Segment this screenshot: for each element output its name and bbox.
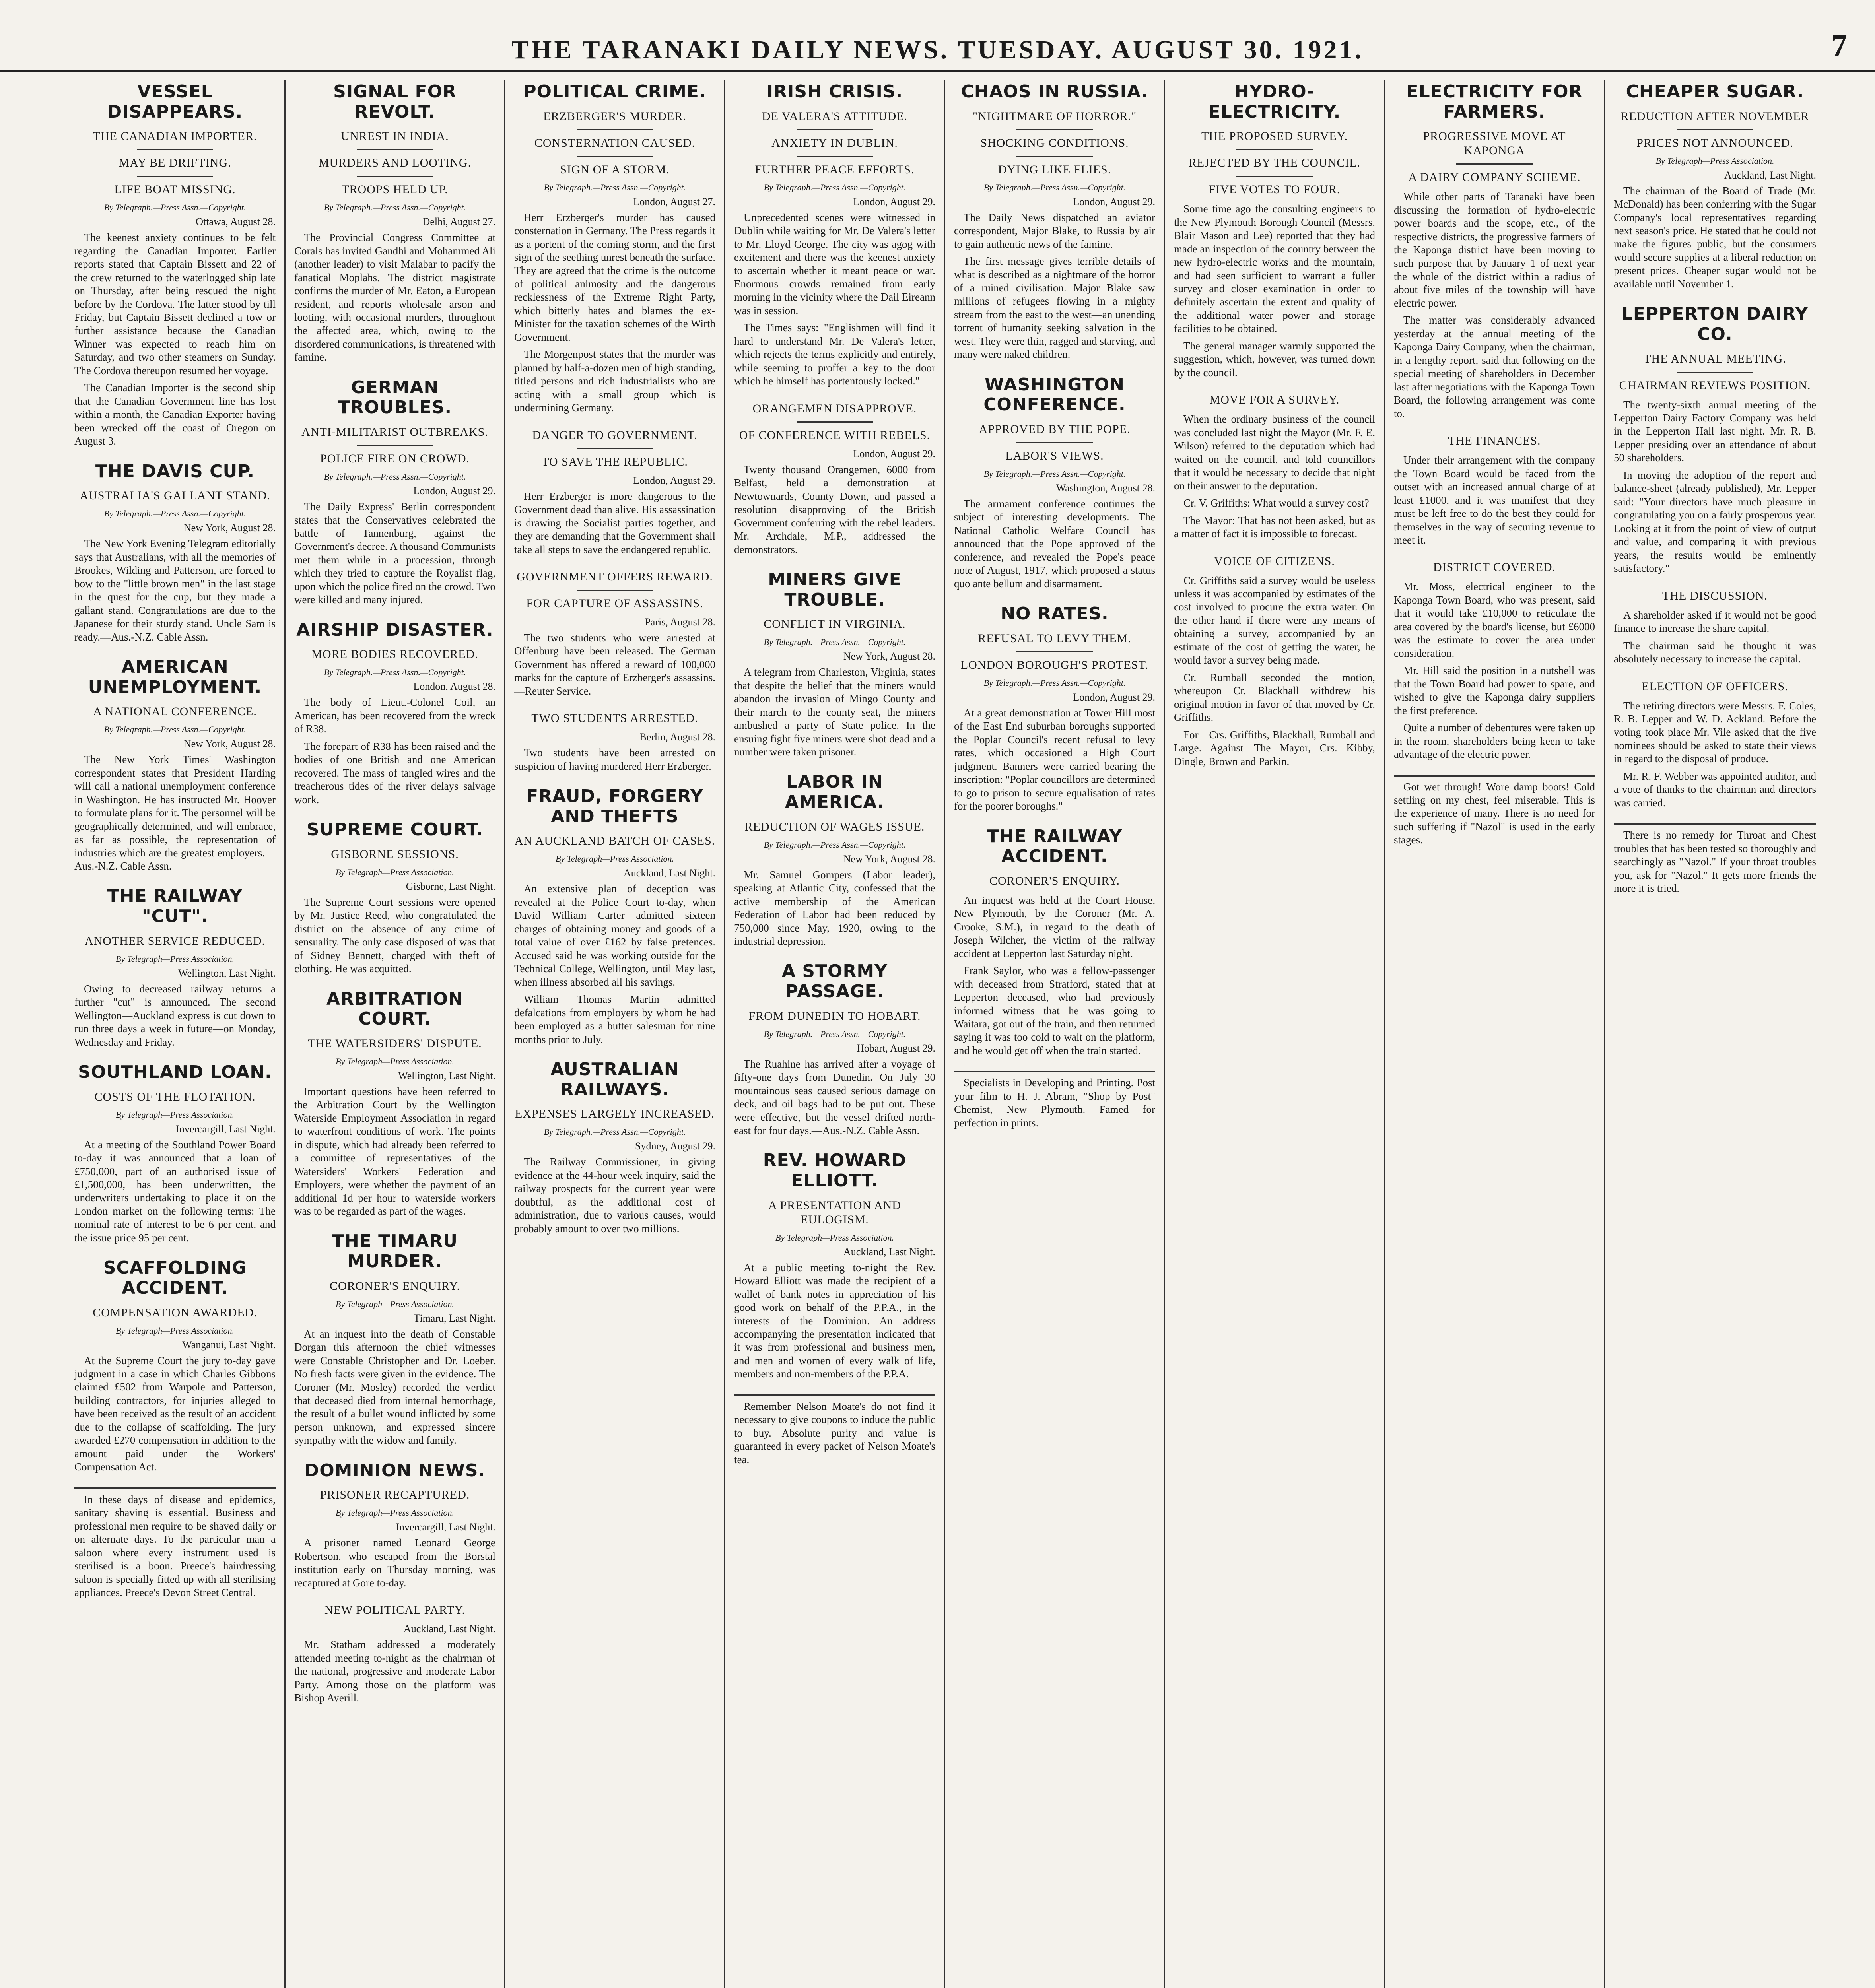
body-paragraph: In moving the adoption of the report and balance-sheet (already published), Mr. Lepper said: "Your directors have much pleasure in congratulating you on a fairly prosperous year. Looking at it from the point of view of output and value, and comparing it with previous years, the results would be eminently satisfactory."	[1614, 469, 1816, 575]
dateline: Wanganui, Last Night.	[182, 1339, 276, 1351]
advertisement	[1394, 775, 1595, 847]
body-paragraph: An extensive plan of deception was revealed at the Police Court to-day, when David William Carter admitted sixteen charges of obtaining money and goods of a total value of over £162 by false pretences. Accused said he was working outside for the Technical College, Wellington, until May last, when illness absorbed all his savings.	[514, 883, 715, 988]
news-article	[1614, 679, 1816, 810]
body-paragraph: Frank Saylor, who was a fellow-passenger with deceased from Stratford, stated that at Lepperton deceased, who had previously informed witness that he was going to Waitara, got out of the train, and then returned saying it was too cold to wait on the platform, and he would get off when the train started.	[954, 965, 1155, 1056]
article-headline: SOUTHLAND LOAN.	[78, 1062, 272, 1082]
article-headline: THE DAVIS CUP.	[95, 461, 255, 481]
news-article	[74, 1258, 276, 1474]
article-subheading: COMPENSATION AWARDED.	[93, 1306, 257, 1319]
news-article	[1394, 82, 1595, 420]
news-article	[514, 570, 715, 698]
article-headline: GERMAN TROUBLES.	[338, 377, 452, 418]
news-article	[734, 961, 935, 1137]
wire-credit: By Telegraph.—Press Assn.—Copyright.	[324, 472, 466, 482]
news-article	[1174, 554, 1375, 769]
wire-credit: By Telegraph—Press Association.	[335, 1056, 455, 1066]
dateline: London, August 29.	[853, 196, 935, 208]
article-subheading: FOR CAPTURE OF ASSASSINS.	[526, 596, 703, 610]
article-subheading: ANTI-MILITARIST OUTBREAKS.	[301, 425, 488, 439]
article-subheading: TWO STUDENTS ARRESTED.	[531, 712, 698, 725]
dateline: New York, August 28.	[183, 522, 276, 534]
news-article	[74, 462, 276, 644]
divider	[1677, 129, 1753, 130]
wire-credit: By Telegraph.—Press Assn.—Copyright.	[764, 839, 906, 850]
body-paragraph: Some time ago the consulting engineers to the New Plymouth Borough Council (Messrs. Blair Mason and Lee) reported that they had made an inspection of the country between the new hydro-electric works and the mountain, and had seen sufficient to warrant a fuller survey and closer examination in order to definitely ascertain the extent and quality of the additional water power and storage facilities to be obtained.	[1174, 203, 1375, 335]
dateline: Timaru, Last Night.	[414, 1312, 495, 1324]
page-number: 7	[1831, 28, 1847, 63]
body-paragraph: The chairman said he thought it was absolutely necessary to increase the capital.	[1614, 639, 1816, 665]
wire-credit: By Telegraph.—Press Assn.—Copyright.	[324, 667, 466, 678]
article-subheading: EXPENSES LARGELY INCREASED.	[515, 1107, 715, 1121]
article-headline: HYDRO-ELECTRICITY.	[1208, 82, 1341, 122]
dateline: Berlin, August 28.	[639, 731, 715, 743]
masthead	[0, 0, 1875, 72]
divider	[1016, 442, 1093, 443]
news-article	[734, 772, 935, 948]
divider	[1016, 156, 1093, 157]
article-subheading: LONDON BOROUGH'S PROTEST.	[960, 658, 1149, 672]
body-paragraph: The Provincial Congress Committee at Corals has invited Gandhi and Mohammed Ali (another leader) to visit Malabar to pacify the fanatical Moplahs. The district magistrate confirms the murder of Mr. Eaton, a European resident, and reports wholesale arson and looting, with occasional murders, throughout the affected area, which, owing to the disordered communications, is threatened with famine.	[294, 231, 495, 363]
article-headline: AUSTRALIAN RAILWAYS.	[550, 1059, 679, 1100]
news-article	[74, 886, 276, 1049]
body-paragraph: In these days of disease and epidemics, sanitary shaving is essential. Business and professional men require to be shaved daily or on alternate days. To the particular man a saloon where every instrument used is sterilised is a boon. Preece's hairdressing saloon is specially fitted up with all sterilising appliances. Preece's Devon Street Central.	[74, 1493, 276, 1598]
news-article	[294, 1603, 495, 1705]
article-subheading: REDUCTION AFTER NOVEMBER	[1620, 109, 1809, 123]
body-paragraph: The Morgenpost states that the murder was planned by half-a-dozen men of high standing, titled persons and rich industrialists who are acting with a small group which is undermining Germany.	[514, 348, 715, 414]
body-paragraph: Specialists in Developing and Printing. Post your film to H. J. Abram, "Shop by Post" Chemist, New Plymouth. Famed for perfection in prints.	[954, 1077, 1155, 1129]
body-paragraph: Herr Erzberger's murder has caused consternation in Germany. The Press regards it as a portent of the coming storm, and the first sign of the seething unrest beneath the surface. They are agreed that the crime is the outcome of political animosity and the dangerous recklessness of the Extreme Right Party, which bitterly hates and blames the ex-Minister for the taxation schemes of the Wirth Government.	[514, 211, 715, 343]
divider	[137, 176, 213, 177]
news-article	[1614, 82, 1816, 291]
article-subheading: ELECTION OF OFFICERS.	[1642, 679, 1788, 693]
dateline: Auckland, Last Night.	[843, 1246, 935, 1258]
news-article	[514, 786, 715, 1046]
dateline: Washington, August 28.	[1056, 482, 1155, 494]
article-subheading: REDUCTION OF WAGES ISSUE.	[744, 820, 925, 833]
divider	[1236, 176, 1313, 177]
article-subheading: THE PROPOSED SURVEY.	[1201, 130, 1348, 143]
article-subheading: PRICES NOT ANNOUNCED.	[1636, 136, 1793, 149]
article-headline: SCAFFOLDING ACCIDENT.	[103, 1258, 247, 1298]
news-column	[945, 80, 1165, 1988]
body-paragraph: The Daily Express' Berlin correspondent states that the Conservatives celebrated the battle of Tannenburg, against the Government's decree. A thousand Communists met them while in a procession, through which they tried to capture the Royalist flag, upon which the police fired on the crowd. Two were killed and many injured.	[294, 501, 495, 606]
article-headline: THE RAILWAY ACCIDENT.	[987, 826, 1123, 867]
body-paragraph: The Railway Commissioner, in giving evidence at the 44-hour week inquiry, said the railway prospects for the current year were doubtful, as the additional cost of administration, due to various causes, would probably amount to over two millions.	[514, 1156, 715, 1235]
wire-credit: By Telegraph.—Press Assn.—Copyright.	[104, 724, 246, 735]
article-headline: POLITICAL CRIME.	[523, 82, 706, 102]
article-subheading: DYING LIKE FLIES.	[998, 163, 1111, 176]
article-subheading: A DAIRY COMPANY SCHEME.	[1408, 171, 1581, 184]
dateline: London, August 29.	[633, 474, 715, 486]
wire-credit: By Telegraph—Press Association.	[775, 1232, 894, 1242]
divider	[137, 149, 213, 150]
body-paragraph: The Mayor: That has not been asked, but as a matter of fact it is impossible to forecast.	[1174, 514, 1375, 540]
article-headline: SUPREME COURT.	[306, 819, 484, 840]
body-paragraph: Herr Erzberger is more dangerous to the Government dead than alive. His assassination is drawing the Socialist parties together, and they are demanding that the Government shall take all steps to save the endangered republic.	[514, 490, 715, 555]
news-article	[954, 375, 1155, 590]
body-paragraph: Twenty thousand Orangemen, 6000 from Belfast, held a demonstration at Newtownards, County Down, and passed a resolution disapproving of the British Government conferring with the rebel leaders. Mr. Archdale, M.P., addressed the demonstrators.	[734, 463, 935, 555]
article-subheading: UNREST IN INDIA.	[341, 130, 449, 143]
article-headline: ARBITRATION COURT.	[326, 988, 463, 1029]
dateline: Auckland, Last Night.	[1724, 169, 1816, 181]
wire-credit: By Telegraph—Press Association.	[1655, 155, 1774, 166]
article-subheading: DE VALERA'S ATTITUDE.	[762, 109, 908, 123]
body-paragraph: At an inquest into the death of Constable Dorgan this afternoon the chief witnesses were Constable Christopher and Dr. Loeber. No fresh facts were given in the evidence. The Coroner (Mr. Mosley) recorded the verdict that deceased died from internal hemorrhage, the result of a bullet wound inflicted by some person unknown, and expressed sincere sympathy with the widow and family.	[294, 1328, 495, 1446]
body-paragraph: The Times says: "Englishmen will find it hard to understand Mr. De Valera's letter, which rejects the terms explicitly and entirely, while seeming to proffer a key to the door which he himself has portentously locked."	[734, 322, 935, 387]
body-paragraph: A telegram from Charleston, Virginia, states that despite the belief that the miners would abandon the invasion of Mingo County and their march to the county seat, the miners ambushed a party of State police. In the ensuing fight five miners were shot dead and a number were taken prisoner.	[734, 666, 935, 758]
body-paragraph: At the Supreme Court the jury to-day gave judgment in a case in which Charles Gibbons claimed £502 from Warpole and Patterson, building contractors, for injuries alleged to have been received as the result of an accident due to the collapse of scaffolding. The jury awarded £270 compensation in addition to the amount paid under the Workers' Compensation Act.	[74, 1354, 276, 1473]
advertisement	[74, 1487, 276, 1600]
body-paragraph: The Daily News dispatched an aviator correspondent, Major Blake, to Russia by air to gain authentic news of the famine.	[954, 211, 1155, 250]
divider	[357, 149, 433, 150]
wire-credit: By Telegraph.—Press Assn.—Copyright.	[104, 509, 246, 519]
news-article	[954, 604, 1155, 813]
article-subheading: ANOTHER SERVICE REDUCED.	[84, 934, 266, 947]
article-subheading: CHAIRMAN REVIEWS POSITION.	[1619, 379, 1811, 392]
news-article	[294, 378, 495, 607]
dateline: Hobart, August 29.	[857, 1042, 935, 1054]
article-headline: SIGNAL FOR REVOLT.	[333, 82, 457, 122]
article-headline: REV. HOWARD ELLIOTT.	[763, 1150, 907, 1191]
article-headline: AMERICAN UNEMPLOYMENT.	[88, 657, 262, 697]
news-article	[1174, 82, 1375, 379]
article-subheading: AN AUCKLAND BATCH OF CASES.	[514, 834, 715, 848]
news-article	[294, 989, 495, 1218]
article-subheading: THE WATERSIDERS' DISPUTE.	[308, 1037, 482, 1050]
article-subheading: NEW POLITICAL PARTY.	[324, 1604, 466, 1617]
article-subheading: PROGRESSIVE MOVE AT KAPONGA	[1423, 130, 1566, 157]
body-paragraph: Cr. Griffiths said a survey would be useless unless it was accompanied by estimates of the cost involved to procure the extra water. On the other hand if there were any means of obtaining a survey, accompanied by an estimate of the cost of getting the water, he would favor a survey being made.	[1174, 574, 1375, 666]
article-subheading: DANGER TO GOVERNMENT.	[532, 428, 698, 442]
body-paragraph: Remember Nelson Moate's do not find it necessary to give coupons to induce the public to buy. Absolute purity and value is guaranteed in every packet of Nelson Moate's tea.	[734, 1400, 935, 1466]
wire-credit: By Telegraph—Press Association.	[335, 1508, 455, 1518]
article-subheading: GISBORNE SESSIONS.	[331, 847, 459, 861]
dateline: Ottawa, August 28.	[196, 216, 276, 228]
article-subheading: "NIGHTMARE OF HORROR."	[972, 109, 1137, 123]
article-headline: IRISH CRISIS.	[766, 82, 903, 102]
news-article	[734, 1151, 935, 1380]
advertisement	[1614, 823, 1816, 895]
divider	[577, 156, 653, 157]
article-subheading: GOVERNMENT OFFERS REWARD.	[517, 570, 713, 583]
article-headline: LABOR IN AMERICA.	[785, 772, 885, 813]
dateline: Wellington, Last Night.	[398, 1070, 495, 1081]
news-article	[294, 1461, 495, 1590]
news-article	[734, 402, 935, 556]
article-subheading: SIGN OF A STORM.	[560, 163, 670, 176]
article-subheading: VOICE OF CITIZENS.	[1214, 554, 1335, 568]
news-article	[294, 82, 495, 364]
article-headline: THE RAILWAY "CUT".	[107, 886, 243, 927]
body-paragraph: Under their arrangement with the company the Town Board would be faced from the outset with an increased annual charge of at least £1000, and it was manifest that they must be left free to do the best they could for themselves in the way of securing revenue to meet it.	[1394, 454, 1595, 546]
body-paragraph: The two students who were arrested at Offenburg have been released. The German Government has offered a reward of 100,000 marks for the capture of Erzberger's assassins.—Reuter Service.	[514, 631, 715, 697]
article-headline: ELECTRICITY FOR FARMERS.	[1406, 82, 1583, 122]
wire-credit: By Telegraph—Press Association.	[335, 1299, 455, 1309]
article-subheading: FURTHER PEACE EFFORTS.	[755, 163, 915, 176]
divider	[797, 156, 873, 157]
news-article	[514, 82, 715, 415]
body-paragraph: The general manager warmly supported the suggestion, which, however, was turned down by the council.	[1174, 340, 1375, 379]
divider	[1677, 372, 1753, 373]
article-subheading: MORE BODIES RECOVERED.	[311, 648, 478, 661]
article-subheading: THE CANADIAN IMPORTER.	[93, 130, 257, 143]
body-paragraph: The Supreme Court sessions were opened by Mr. Justice Reed, who congratulated the district on the absence of any crime of sensuality. The only case disposed of was that of Sidney Bennett, charged with theft of clothing. He was acquitted.	[294, 896, 495, 975]
article-subheading: TROOPS HELD UP.	[342, 183, 448, 196]
body-paragraph: The Canadian Importer is the second ship that the Canadian Government line has lost within a month, the Canadian Exporter having been wrecked off the coast of Oregon on August 3.	[74, 382, 276, 447]
body-paragraph: William Thomas Martin admitted defalcations from employers by whom he had been employed as a butter salesman for nine months prior to July.	[514, 993, 715, 1045]
divider	[1236, 149, 1313, 150]
dateline: Invercargill, Last Night.	[176, 1123, 276, 1135]
body-paragraph: Mr. Statham addressed a moderately attended meeting to-night as the chairman of the national, progressive and moderate Labor Party. Among those on the platform was Bishop Averill.	[294, 1639, 495, 1704]
wire-credit: By Telegraph—Press Association.	[115, 1109, 235, 1120]
news-column	[725, 80, 945, 1988]
body-paragraph: The New York Times' Washington correspondent states that President Harding will call a national unemployment conference in Washington. He has instructed Mr. Hoover to formulate plans for it. The personnel will be geographically determined, and will embrace, as far as possible, the representation of industries which are the greatest employers.—Aus.-N.Z. Cable Assn.	[74, 753, 276, 872]
news-article	[1614, 304, 1816, 575]
dateline: London, August 29.	[1073, 691, 1155, 703]
advertisement	[954, 1071, 1155, 1130]
news-column	[1385, 80, 1605, 1988]
body-paragraph: Important questions have been referred to the Arbitration Court by the Wellington Waterside Employment Association in regard to waterfront conditions of work. The points in dispute, which had already been referred to a committee of representatives of the Watersiders' Workers' Federation and Employers, were whether the payment of an additional 1d per hour to waterside workers was to be regarded as part of the wages.	[294, 1085, 495, 1217]
dateline: Auckland, Last Night.	[623, 867, 715, 879]
body-paragraph: At a public meeting to-night the Rev. Howard Elliott was made the recipient of a wallet of bank notes in appreciation of his good work on behalf of the P.P.A., in the interests of the Dominion. An address accompanying the presentation indicated that it was from professional and business men, and men and women of every walk of life, members and non-members of the P.P.A.	[734, 1261, 935, 1380]
article-subheading: ORANGEMEN DISAPPROVE.	[752, 402, 917, 415]
news-article	[514, 428, 715, 556]
dateline: Gisborne, Last Night.	[406, 880, 495, 892]
article-subheading: AUSTRALIA'S GALLANT STAND.	[80, 489, 270, 503]
news-column	[505, 80, 725, 1988]
wire-credit: By Telegraph.—Press Assn.—Copyright.	[104, 202, 246, 213]
body-paragraph: Mr. Moss, electrical engineer to the Kaponga Town Board, who was present, said that it would take £10,000 to reticulate the area covered by the board's license, but £6000 was the estimate to cover the area under consideration.	[1394, 580, 1595, 659]
wire-credit: By Telegraph—Press Association.	[555, 854, 674, 864]
body-paragraph: Owing to decreased railway returns a further "cut" is announced. The second Wellington—Auckland express is cut down to run three days a week in future—on Monday, Wednesday and Friday.	[74, 982, 276, 1048]
news-article	[294, 620, 495, 806]
body-paragraph: The Ruahine has arrived after a voyage of fifty-one days from Dunedin. On July 30 mountainous seas caused serious damage on deck, and oil bags had to be put out. These were effective, but the vessel drifted north-east for four days.—Aus.-N.Z. Cable Assn.	[734, 1058, 935, 1136]
article-subheading: OF CONFERENCE WITH REBELS.	[739, 428, 931, 442]
news-article	[734, 82, 935, 388]
news-article	[514, 1060, 715, 1235]
wire-credit: By Telegraph.—Press Assn.—Copyright.	[324, 202, 466, 213]
article-subheading: LIFE BOAT MISSING.	[114, 183, 236, 196]
dateline: London, August 28.	[413, 681, 495, 693]
body-paragraph: Quite a number of debentures were taken up in the room, shareholders being keen to take advantage of the electric power.	[1394, 722, 1595, 761]
body-paragraph: Cr. V. Griffiths: What would a survey cost?	[1183, 497, 1369, 509]
article-subheading: COSTS OF THE FLOTATION.	[94, 1090, 256, 1103]
body-paragraph: Two students have been arrested on suspicion of having murdered Herr Erzberger.	[514, 747, 715, 772]
news-column	[66, 80, 286, 1988]
divider	[1456, 163, 1533, 165]
article-headline: FRAUD, FORGERY AND THEFTS	[526, 786, 703, 827]
dateline: Wellington, Last Night.	[178, 967, 276, 979]
dateline: Invercargill, Last Night.	[396, 1521, 495, 1533]
body-paragraph: An inquest was held at the Court House, New Plymouth, by the Coroner (Mr. A. Crooke, S.M.), in regard to the death of Joseph Wilcher, the victim of the railway accident at Lepperton last Saturday night.	[954, 894, 1155, 959]
article-subheading: THE FINANCES.	[1448, 434, 1541, 448]
article-headline: AIRSHIP DISASTER.	[296, 619, 494, 640]
dateline: London, August 29.	[1073, 196, 1155, 208]
article-subheading: A NATIONAL CONFERENCE.	[93, 705, 257, 718]
article-subheading: REJECTED BY THE COUNCIL.	[1188, 156, 1361, 170]
body-paragraph: The matter was considerably advanced yesterday at the annual meeting of the Kaponga Dairy Company, when the chairman, in a lengthy report, said that following on the special meeting of shareholders in December last after negotiations with the Kaponga Town Board, the following arrangement was come to.	[1394, 314, 1595, 419]
news-article	[514, 711, 715, 773]
news-article	[74, 1062, 276, 1244]
body-paragraph: The keenest anxiety continues to be felt regarding the Canadian Importer. Earlier reports stated that Captain Bissett and 22 of the crew returned to the waterlogged ship late on Thursday, after being rescued the night before by the Cordova. The latter stood by till Friday, but Captain Bissett declined a tow or further assistance because the Canadian Winner was expected to reach him on Saturday, and two other steamers on Sunday. The Cordova thereupon resumed her voyage.	[74, 231, 276, 377]
wire-credit: By Telegraph.—Press Assn.—Copyright.	[764, 182, 906, 192]
article-headline: THE TIMARU MURDER.	[332, 1231, 458, 1272]
divider	[1016, 651, 1093, 652]
article-headline: CHEAPER SUGAR.	[1626, 82, 1804, 102]
body-paragraph: The body of Lieut.-Colonel Coil, an American, has been recovered from the wreck of R38.	[294, 696, 495, 735]
article-subheading: TO SAVE THE REPUBLIC.	[542, 455, 688, 468]
divider	[577, 129, 653, 130]
article-subheading: MOVE FOR A SURVEY.	[1209, 393, 1340, 407]
dateline: Sydney, August 29.	[635, 1140, 715, 1152]
news-article	[1394, 560, 1595, 761]
dateline: Paris, August 28.	[645, 616, 715, 628]
article-subheading: FROM DUNEDIN TO HOBART.	[748, 1009, 921, 1023]
dateline: London, August 27.	[633, 196, 715, 208]
wire-credit: By Telegraph.—Press Assn.—Copyright.	[983, 678, 1126, 688]
page-columns	[66, 80, 1827, 1988]
article-subheading: POLICE FIRE ON CROWD.	[320, 452, 470, 466]
news-column	[286, 80, 505, 1988]
article-subheading: DISTRICT COVERED.	[1433, 561, 1556, 574]
news-article	[734, 570, 935, 759]
body-paragraph: The retiring directors were Messrs. F. Coles, R. B. Lepper and W. D. Ackland. Before the voting took place Mr. Vile asked that the five nominees should be asked to state their views in regard to the disposal of produce.	[1614, 699, 1816, 765]
body-paragraph: A shareholder asked if it would not be good finance to increase the share capital.	[1614, 609, 1816, 635]
article-subheading: CONSTERNATION CAUSED.	[534, 136, 696, 149]
article-headline: A STORMY PASSAGE.	[781, 961, 888, 1002]
dateline: London, August 29.	[413, 485, 495, 497]
wire-credit: By Telegraph.—Press Assn.—Copyright.	[983, 468, 1126, 479]
news-article	[1614, 589, 1816, 666]
body-paragraph: For—Crs. Griffiths, Blackhall, Rumball and Large. Against—The Mayor, Crs. Kibby, Dingle, Brown and Parkin.	[1174, 728, 1375, 767]
article-subheading: APPROVED BY THE POPE.	[979, 422, 1131, 436]
dateline: London, August 29.	[853, 448, 935, 460]
divider	[797, 421, 873, 423]
article-headline: LEPPERTON DAIRY CO.	[1621, 304, 1809, 344]
dateline: New York, August 28.	[183, 738, 276, 750]
news-article	[954, 82, 1155, 361]
body-paragraph: Cr. Rumball seconded the motion, whereupon Cr. Blackhall withdrew his original motion in favor of that moved by Cr. Griffiths.	[1174, 671, 1375, 724]
body-paragraph: The chairman of the Board of Trade (Mr. McDonald) has been conferring with the Sugar Company's local representatives regarding next season's price. He stated that he could not make the figures public, but the consumers would secure supplies at a liberal reduction on present prices. Cheaper sugar would not be available until November 1.	[1614, 184, 1816, 290]
article-subheading: CONFLICT IN VIRGINIA.	[764, 617, 906, 631]
wire-credit: By Telegraph.—Press Assn.—Copyright.	[983, 182, 1126, 192]
news-article	[294, 820, 495, 975]
divider	[577, 448, 653, 449]
article-subheading: CORONER'S ENQUIRY.	[330, 1279, 460, 1293]
body-paragraph: The armament conference continues the subject of interesting developments. The National Catholic Welfare Council has announced that the Pope approved of the conference, and revealed the Pope's peace note of August, 1917, which proposed a status quo ante bellum and disarmament.	[954, 497, 1155, 590]
wire-credit: By Telegraph—Press Association.	[335, 867, 455, 877]
article-subheading: CORONER'S ENQUIRY.	[989, 874, 1120, 887]
newspaper-title: THE TARANAKI DAILY NEWS. TUESDAY. AUGUST 30. 1921.	[511, 35, 1364, 64]
news-article	[1174, 393, 1375, 540]
body-paragraph: The twenty-sixth annual meeting of the Lepperton Dairy Factory Company was held in the Lepperton Hall last night. Mr. R. B. Lepper presiding over an attendance of about 50 shareholders.	[1614, 398, 1816, 464]
body-paragraph: Unprecedented scenes were witnessed in Dublin while waiting for Mr. De Valera's letter to Mr. Lloyd George. The city was agog with excitement and there was the keenest anxiety to ascertain whether it meant peace or war. Enormous crowds remained from early morning in the vicinity where the Dail Eireann was in session.	[734, 211, 935, 316]
body-paragraph: When the ordinary business of the council was concluded last night the Mayor (Mr. F. E. Wilson) referred to the deputation which had waited on the council, and told councillors that it would be necessary to decide that night on their answer to the deputation.	[1174, 413, 1375, 492]
news-column	[1165, 80, 1385, 1988]
body-paragraph: Got wet through! Wore damp boots! Cold settling on my chest, feel miserable. This is the experience of many. There is no need for such suffering if "Nazol" is used in the early stages.	[1394, 780, 1595, 846]
article-headline: CHAOS IN RUSSIA.	[961, 82, 1148, 102]
body-paragraph: While other parts of Taranaki have been discussing the formation of hydro-electric power boards and the scope, etc., of the respective districts, the progressive farmers of the Kaponga district have been moving to such purpose that by January 1 of next year the whole of the district within a radius of about five miles of the township will have electric power.	[1394, 190, 1595, 309]
news-article	[294, 1231, 495, 1447]
divider	[1016, 129, 1093, 130]
wire-credit: By Telegraph.—Press Assn.—Copyright.	[764, 1029, 906, 1039]
article-headline: VESSEL DISAPPEARS.	[107, 82, 243, 122]
dateline: New York, August 28.	[843, 650, 935, 662]
wire-credit: By Telegraph—Press Association.	[115, 1325, 235, 1336]
article-subheading: THE DISCUSSION.	[1662, 589, 1768, 602]
divider	[357, 176, 433, 177]
advertisement	[734, 1394, 935, 1466]
news-article	[74, 657, 276, 873]
body-paragraph: At a great demonstration at Tower Hill most of the East End suburban boroughs supported the Poplar Council's recent refusal to levy rates, which occasioned a High Court judgment. Banners were carried bearing the inscription: "Poplar councillors are determined to go to prison to secure equalisation of rates for the poorer boroughs."	[954, 707, 1155, 812]
article-headline: DOMINION NEWS.	[304, 1460, 486, 1481]
news-article	[74, 82, 276, 448]
dateline: New York, August 28.	[843, 853, 935, 865]
article-subheading: MAY BE DRIFTING.	[119, 156, 231, 170]
body-paragraph: The first message gives terrible details of what is described as a nightmare of the horror of a ruined civilisation. Major Blake saw millions of refugees flowing in a mighty stream from the east to the west—an unending torrent of humanity seeking salvation in the west. They were thin, ragged and starving, and many were naked children.	[954, 255, 1155, 361]
news-article	[1394, 434, 1595, 547]
article-subheading: ANXIETY IN DUBLIN.	[771, 136, 898, 149]
article-subheading: A PRESENTATION AND EULOGISM.	[768, 1198, 901, 1226]
article-headline: MINERS GIVE TROUBLE.	[768, 569, 902, 610]
wire-credit: By Telegraph.—Press Assn.—Copyright.	[764, 637, 906, 647]
article-subheading: LABOR'S VIEWS.	[1005, 449, 1104, 462]
wire-credit: By Telegraph—Press Association.	[115, 953, 235, 964]
body-paragraph: At a meeting of the Southland Power Board to-day it was announced that a loan of £750,000, part of an authorised issue of £1,500,000, has been underwritten, the underwriters undertaking to place it on the London market on the following terms: The nominal rate of interest to be 6 per cent, and the issue price 95 per cent.	[74, 1138, 276, 1244]
divider	[577, 590, 653, 591]
body-paragraph: A prisoner named Leonard George Robertson, who escaped from the Borstal institution early on Thursday morning, was recaptured at Gore to-day.	[294, 1537, 495, 1589]
body-paragraph: The New York Evening Telegram editorially says that Australians, with all the memories of Brookes, Wilding and Patterson, are forced to bow to the "little brown men" in the last stage in the quest for the cup, but they made a gallant stand. Congratulations are due to the Japanese for their sturdy stand. Uncle Sam is ready.—Aus.-N.Z. Cable Assn.	[74, 538, 276, 643]
article-subheading: REFUSAL TO LEVY THEM.	[978, 631, 1131, 645]
body-paragraph: Mr. Hill said the position in a nutshell was that the Town Board had power to spare, and wished to give the Kaponga dairy suppliers the first preference.	[1394, 664, 1595, 716]
article-subheading: SHOCKING CONDITIONS.	[980, 136, 1129, 149]
body-paragraph: Mr. R. F. Webber was appointed auditor, and a vote of thanks to the chairman and directors was carried.	[1614, 770, 1816, 809]
body-paragraph: There is no remedy for Throat and Chest troubles that has been tested so thoroughly and searchingly as "Nazol." If your throat troubles you, ask for "Nazol." It gets more friends the more it is tried.	[1614, 829, 1816, 895]
body-paragraph: Mr. Samuel Gompers (Labor leader), speaking at Atlantic City, confessed that the active membership of the American Federation of Labor had been reduced by 750,000 since May, 1920, owing to the industrial depression.	[734, 868, 935, 947]
body-paragraph: The forepart of R38 has been raised and the bodies of one British and one American recovered. The mass of tangled wires and the treacherous tides of the river delays salvage work.	[294, 740, 495, 806]
news-article	[954, 827, 1155, 1058]
article-headline: NO RATES.	[1001, 604, 1109, 624]
article-headline: WASHINGTON CONFERENCE.	[983, 374, 1126, 415]
dateline: Delhi, August 27.	[422, 216, 495, 228]
article-subheading: THE ANNUAL MEETING.	[1644, 352, 1786, 365]
divider	[357, 445, 433, 446]
wire-credit: By Telegraph.—Press Assn.—Copyright.	[544, 1127, 686, 1137]
article-subheading: ERZBERGER'S MURDER.	[543, 109, 686, 123]
divider	[797, 129, 873, 130]
wire-credit: By Telegraph.—Press Assn.—Copyright.	[544, 182, 686, 192]
news-column	[1605, 80, 1825, 1988]
article-subheading: PRISONER RECAPTURED.	[320, 1488, 470, 1502]
article-subheading: MURDERS AND LOOTING.	[318, 156, 472, 170]
article-subheading: FIVE VOTES TO FOUR.	[1209, 183, 1341, 196]
dateline: Auckland, Last Night.	[403, 1623, 495, 1635]
